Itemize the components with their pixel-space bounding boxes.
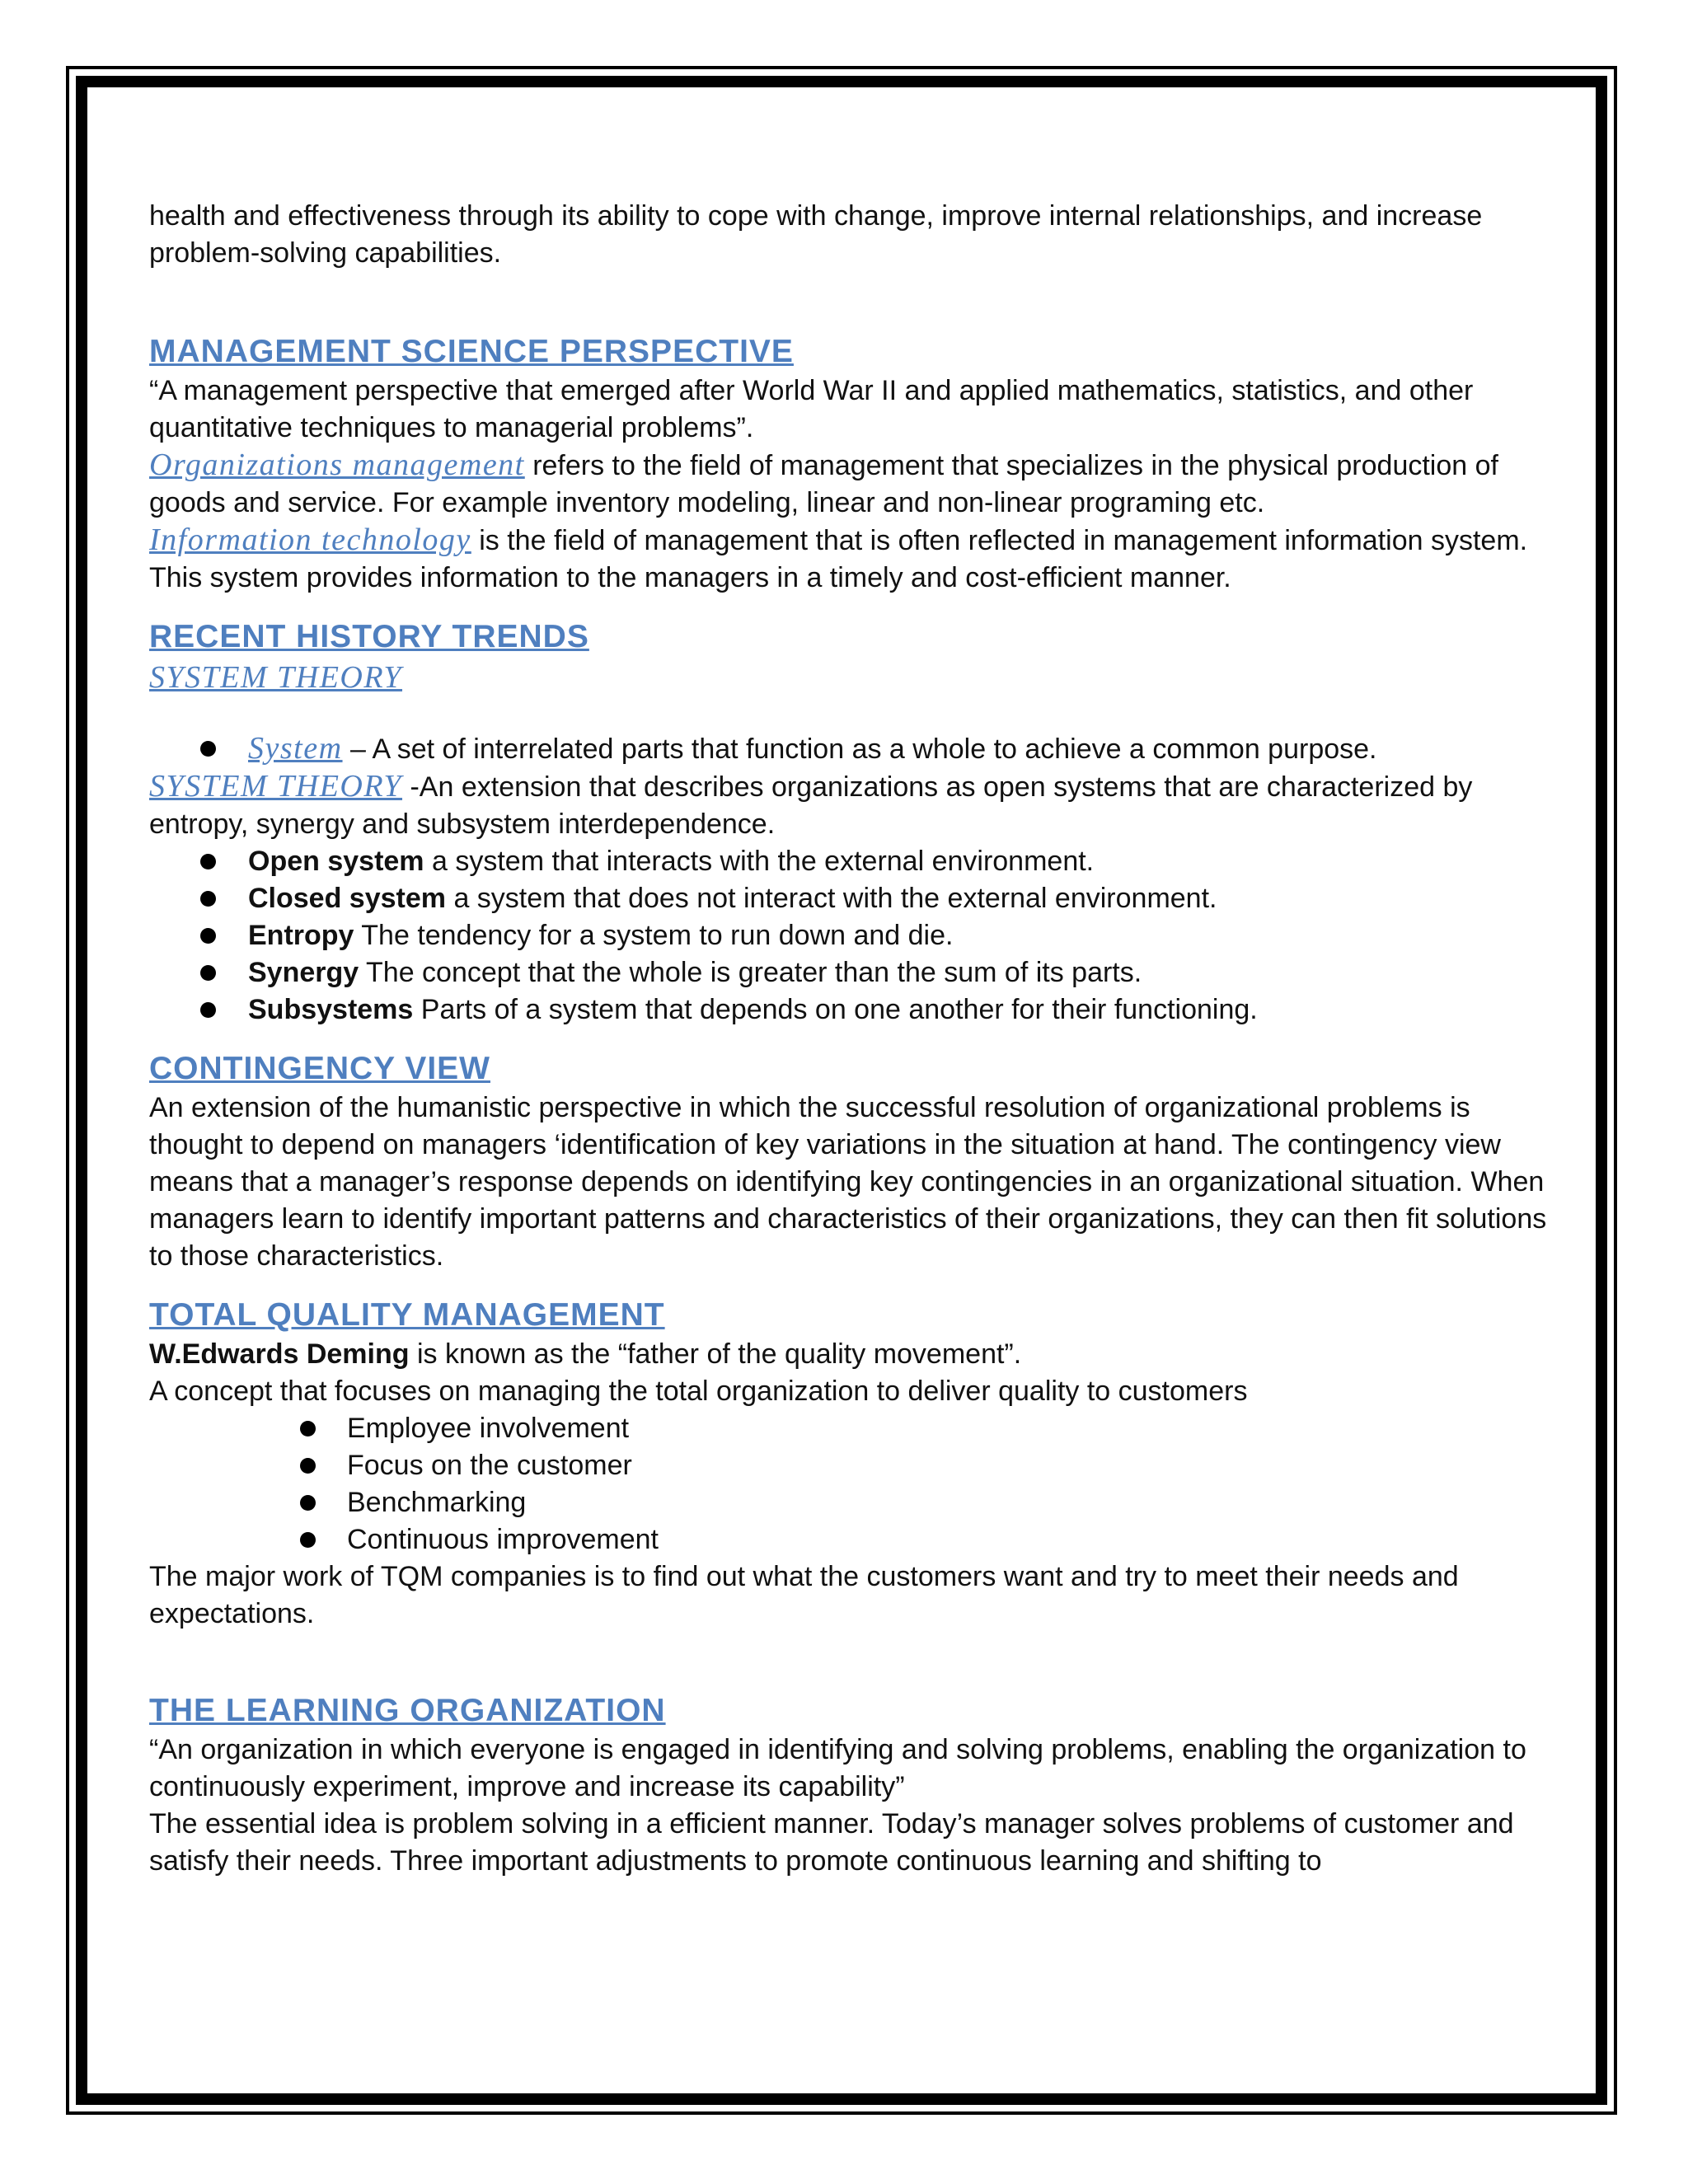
list-item-text: Focus on the customer [347, 1450, 632, 1481]
term-system: System [248, 731, 343, 766]
management-science-definition: “A management perspective that emerged after World War II and applied mathematics, statistics, and other quantitative techniques to managerial problems”. [149, 375, 1474, 443]
information-technology-paragraph [149, 522, 1550, 597]
subheading-system-theory: SYSTEM THEORY [149, 660, 403, 695]
organizations-management-paragraph [149, 447, 1550, 522]
list-item-text: a system that interacts with the external environment. [424, 846, 1095, 877]
list-item-text: Benchmarking [347, 1487, 527, 1518]
information-technology-text: is the field of management that is often reflected in management information system. This system provides information to the managers in a timely and cost-efficient manner. [149, 525, 1528, 593]
heading-total-quality-management: TOTAL QUALITY MANAGEMENT [149, 1297, 665, 1333]
system-theory-text: -An extension that describes organizations as open systems that are characterized by entropy, synergy and subsystem interdependence. [149, 771, 1473, 840]
list-item [149, 880, 1550, 917]
contingency-paragraph: An extension of the humanistic perspective in which the successful resolution of organizational problems is thought to depend on managers ‘identification of key variations in the situation at hand. The contingency view means that a manager’s response depends on identifying key contingencies in an organizational situation. When managers learn to identify important patterns and characteristics of their organizations, they can then fit solutions to those characteristics. [149, 1092, 1547, 1272]
heading-contingency-view: CONTINGENCY VIEW [149, 1051, 490, 1086]
list-item [149, 730, 1550, 768]
list-item-term: Closed system [248, 883, 446, 914]
bullet-icon [300, 1495, 316, 1511]
deming-paragraph [149, 1336, 1550, 1373]
bullet-icon [300, 1458, 316, 1474]
list-item-text: Parts of a system that depends on one another for their functioning. [413, 994, 1258, 1025]
system-terms-list [149, 843, 1550, 1029]
list-item-term: Subsystems [248, 994, 414, 1025]
list-item [149, 843, 1550, 880]
list-item [149, 1484, 1550, 1521]
tqm-list [149, 1410, 1550, 1558]
deming-text: is known as the “father of the quality movement”. [409, 1338, 1022, 1370]
list-item [149, 954, 1550, 991]
list-item [149, 991, 1550, 1029]
bullet-icon [300, 1532, 316, 1548]
intro-paragraph: health and effectiveness through its ability to cope with change, improve internal relationships, and increase problem-solving capabilities. [149, 200, 1483, 269]
bullet-icon [200, 891, 216, 907]
bullet-icon [200, 1002, 216, 1018]
list-item-term: Synergy [248, 957, 359, 988]
system-theory-paragraph [149, 768, 1550, 843]
tqm-concept: A concept that focuses on managing the total organization to deliver quality to customers [149, 1376, 1248, 1407]
list-item-text: The concept that the whole is greater than the sum of its parts. [359, 957, 1142, 988]
system-definition-text: – A set of interrelated parts that function as a whole to achieve a common purpose. [342, 733, 1377, 765]
term-organizations-management: Organizations management [149, 448, 525, 482]
bullet-icon [200, 965, 216, 981]
document-body [149, 198, 1550, 1880]
bullet-icon [200, 741, 216, 757]
heading-learning-organization: THE LEARNING ORGANIZATION [149, 1693, 666, 1728]
bullet-icon [200, 928, 216, 944]
list-item-term: Entropy [248, 920, 354, 951]
list-item [149, 1410, 1550, 1447]
list-item-text: Continuous improvement [347, 1524, 659, 1555]
heading-management-science: MANAGEMENT SCIENCE PERSPECTIVE [149, 334, 794, 369]
system-definition-list [149, 730, 1550, 768]
list-item [149, 1447, 1550, 1484]
bullet-icon [300, 1421, 316, 1436]
tqm-closing: The major work of TQM companies is to find out what the customers want and try to meet their needs and expectations. [149, 1561, 1459, 1629]
bullet-icon [200, 854, 216, 869]
list-item-text: a system that does not interact with the external environment. [446, 883, 1217, 914]
learning-organization-quote: “An organization in which everyone is engaged in identifying and solving problems, enabling the organization to continuously experiment, improve and increase its capability” [149, 1734, 1526, 1802]
list-item-text: Employee involvement [347, 1413, 630, 1444]
deming-name: W.Edwards Deming [149, 1338, 410, 1370]
list-item-text: The tendency for a system to run down and die. [354, 920, 954, 951]
term-system-theory: SYSTEM THEORY [149, 769, 403, 804]
heading-recent-history: RECENT HISTORY TRENDS [149, 619, 589, 654]
list-item [149, 1521, 1550, 1558]
list-item [149, 917, 1550, 954]
term-information-technology: Information technology [149, 523, 471, 557]
organizations-management-text: refers to the field of management that specializes in the physical production of goods and service. For example inventory modeling, linear and non-linear programing etc. [149, 450, 1498, 518]
list-item-term: Open system [248, 846, 424, 877]
learning-organization-paragraph: The essential idea is problem solving in a efficient manner. Today’s manager solves problems of customer and satisfy their needs. Three important adjustments to promote continuous learning and shifting to [149, 1808, 1514, 1877]
